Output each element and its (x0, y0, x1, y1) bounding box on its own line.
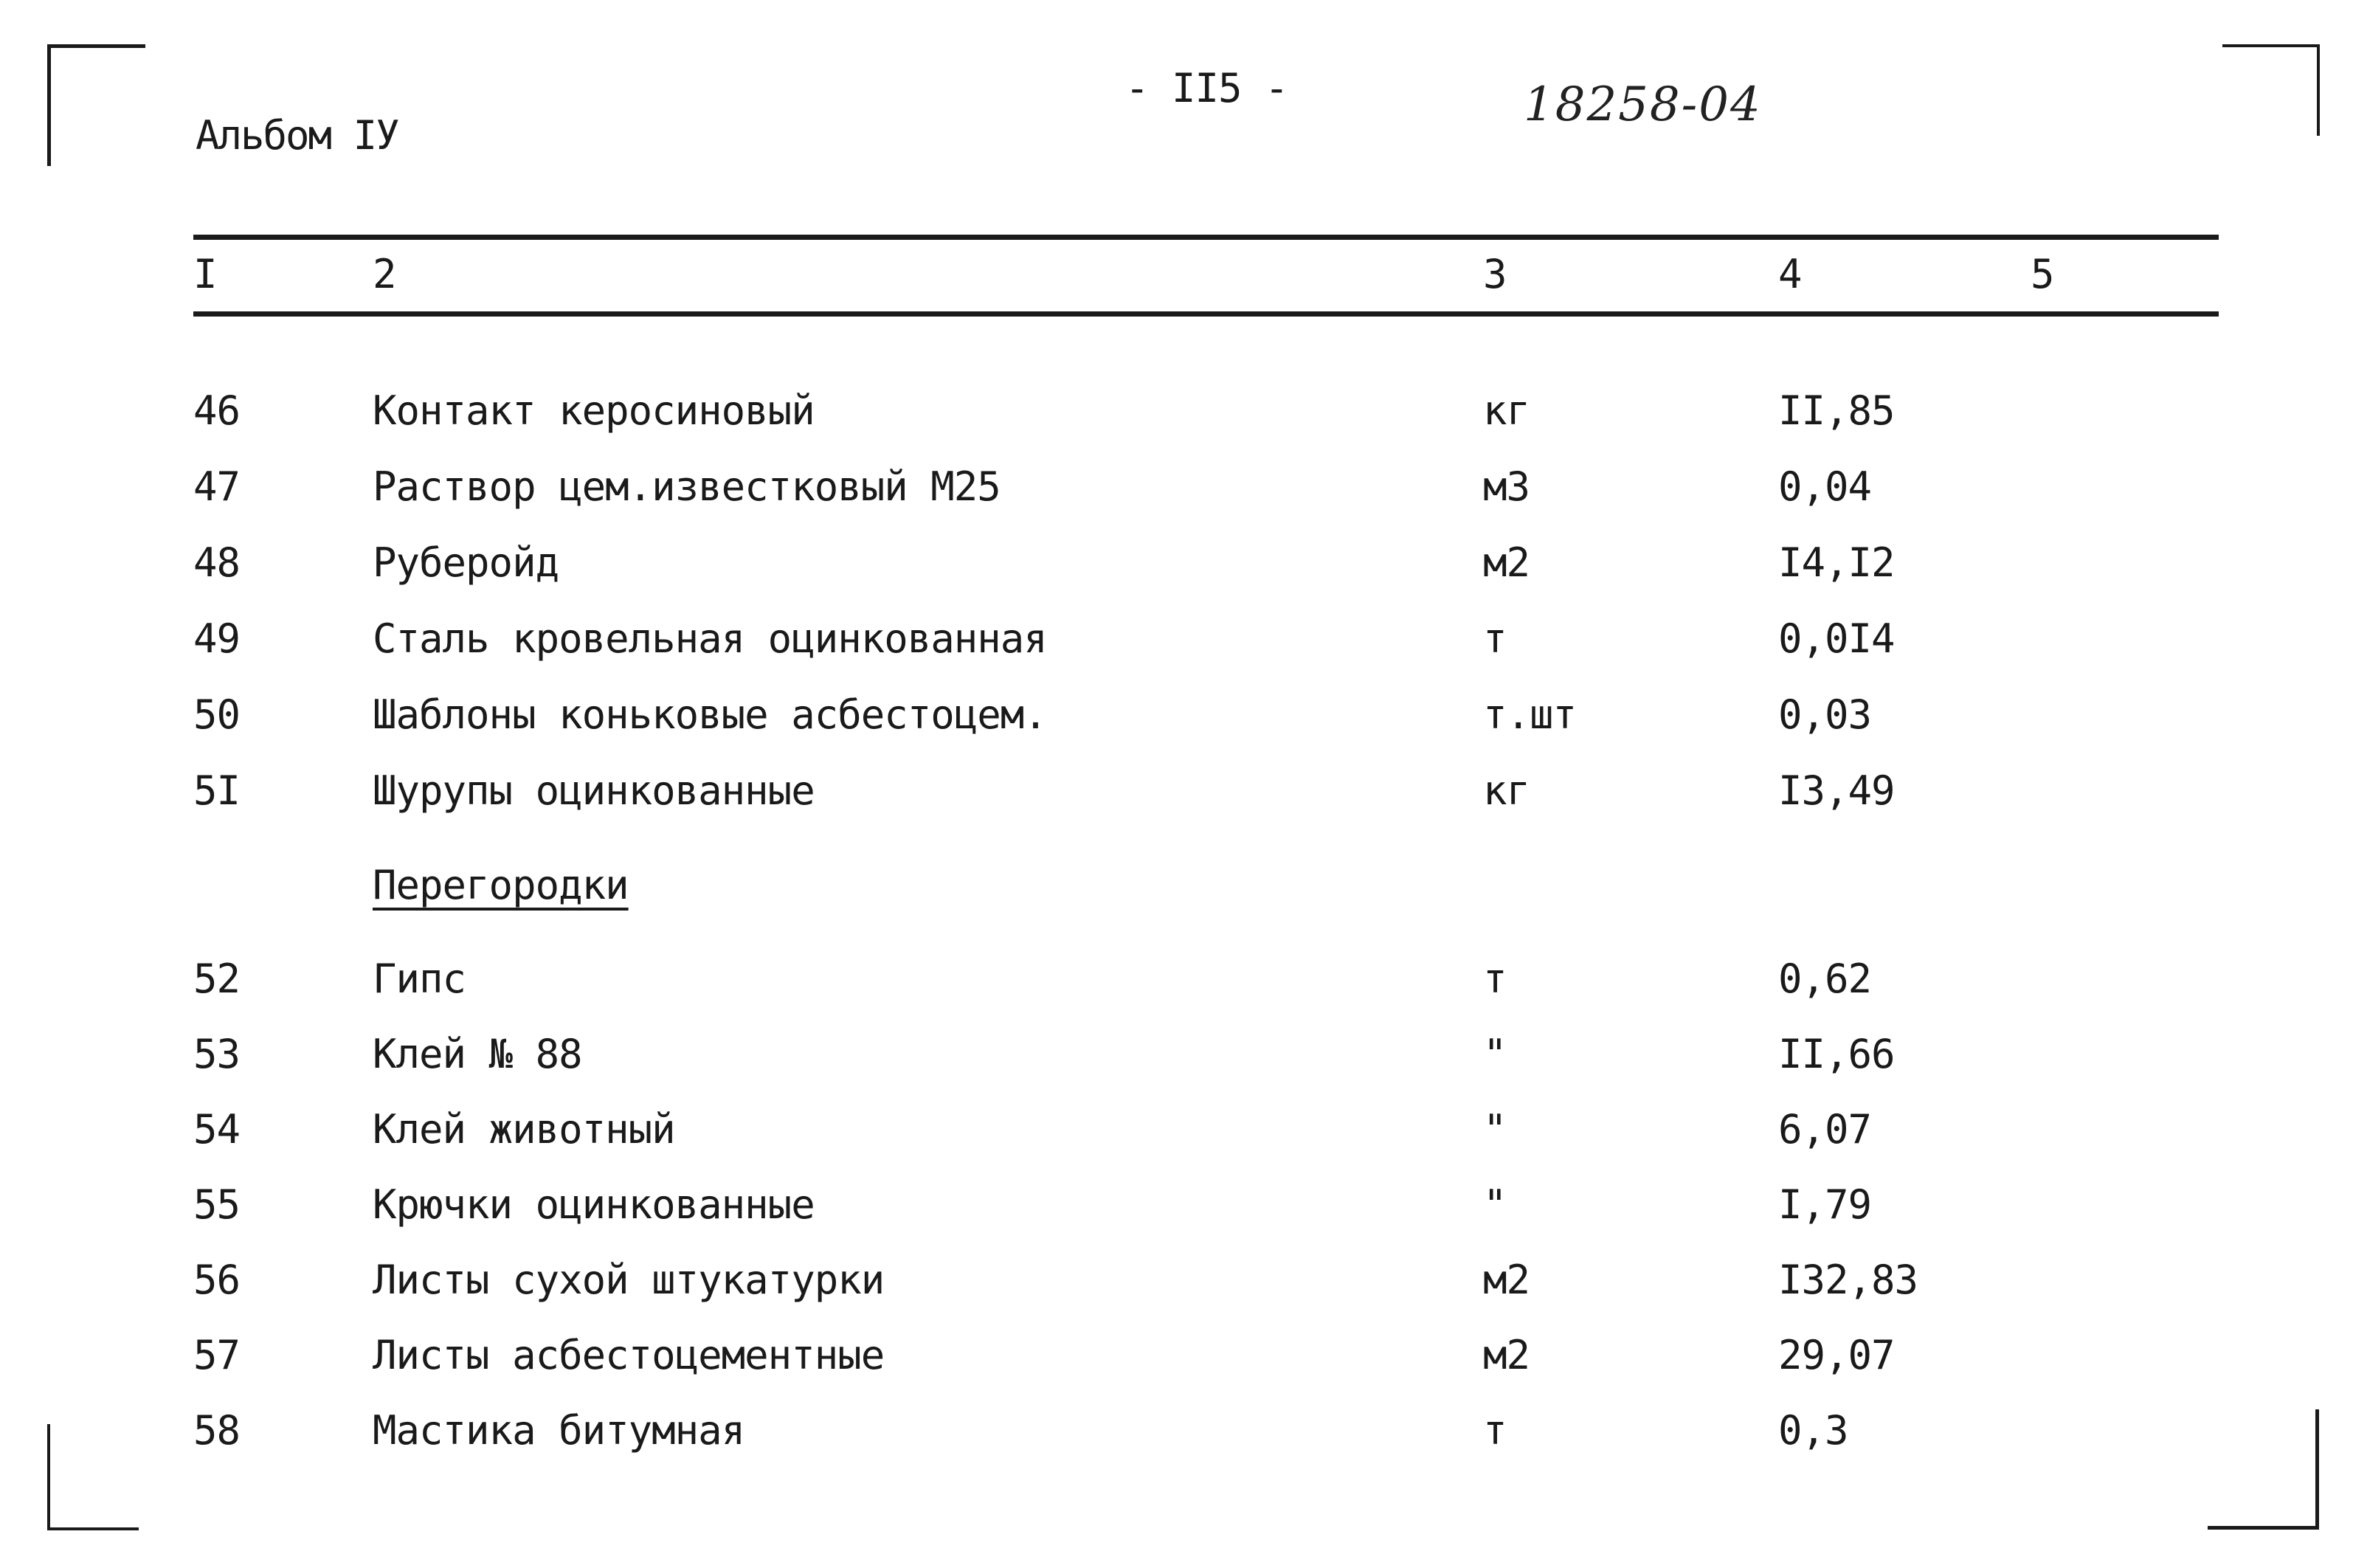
material-name: Листы асбестоцементные (373, 1332, 885, 1378)
table-row (0, 1031, 2353, 1082)
material-name: Раствор цем.известковый М25 (373, 463, 1001, 510)
quantity: I4,I2 (1778, 539, 1895, 586)
material-name: Листы сухой штукатурки (373, 1257, 885, 1303)
table-row (0, 1332, 2353, 1384)
quantity: 0,62 (1778, 956, 1872, 1002)
column-number-3: 3 (1483, 251, 1507, 297)
column-number-2: 2 (373, 251, 397, 297)
quantity: 0,0I4 (1778, 615, 1895, 662)
material-name: Руберойд (373, 539, 559, 586)
row-number: 55 (193, 1181, 241, 1228)
table-row (0, 463, 2353, 515)
unit: м2 (1483, 539, 1530, 586)
row-number: 47 (193, 463, 241, 510)
unit: т (1483, 1407, 1507, 1454)
corner-mark-top-left (47, 44, 145, 166)
table-row (0, 1257, 2353, 1308)
quantity: I3,49 (1778, 767, 1895, 814)
row-number: 50 (193, 691, 241, 738)
unit: кг (1483, 767, 1530, 814)
quantity: II,66 (1778, 1031, 1895, 1077)
quantity: II,85 (1778, 387, 1895, 434)
table-row (0, 615, 2353, 667)
material-name: Сталь кровельная оцинкованная (373, 615, 1047, 662)
material-name: Клей № 88 (373, 1031, 582, 1077)
material-name: Контакт керосиновый (373, 387, 815, 434)
table-header-bottom-rule (193, 311, 2219, 317)
column-number-1: I (193, 251, 218, 297)
row-number: 54 (193, 1106, 241, 1153)
table-row (0, 539, 2353, 591)
table-row (0, 1106, 2353, 1158)
page-number: - II5 - (1125, 65, 1288, 111)
unit: т.шт (1483, 691, 1577, 738)
row-number: 48 (193, 539, 241, 586)
unit: т (1483, 615, 1507, 662)
row-number: 52 (193, 956, 241, 1002)
material-name: Клей животный (373, 1106, 675, 1153)
quantity: I,79 (1778, 1181, 1872, 1228)
table-row (0, 1181, 2353, 1233)
handwritten-doc-code: 18258-04 (1524, 77, 1762, 132)
table-row (0, 767, 2353, 819)
section-title-partitions: Перегородки (373, 862, 629, 908)
column-number-5: 5 (2031, 251, 2055, 297)
unit: м2 (1483, 1257, 1530, 1303)
column-number-4: 4 (1778, 251, 1803, 297)
row-number: 53 (193, 1031, 241, 1077)
table-row (0, 691, 2353, 743)
row-number: 5I (193, 767, 241, 814)
unit: м3 (1483, 463, 1530, 510)
material-name: Гипс (373, 956, 466, 1002)
material-name: Крючки оцинкованные (373, 1181, 815, 1228)
unit: " (1483, 1106, 1507, 1153)
table-row (0, 956, 2353, 1007)
material-name: Мастика битумная (373, 1407, 745, 1454)
row-number: 58 (193, 1407, 241, 1454)
material-name: Шурупы оцинкованные (373, 767, 815, 814)
corner-mark-top-right (2222, 44, 2320, 136)
quantity: I32,83 (1778, 1257, 1918, 1303)
unit: м2 (1483, 1332, 1530, 1378)
row-number: 46 (193, 387, 241, 434)
quantity: 0,3 (1778, 1407, 1848, 1454)
row-number: 57 (193, 1332, 241, 1378)
quantity: 29,07 (1778, 1332, 1895, 1378)
material-name: Шаблоны коньковые асбестоцем. (373, 691, 1047, 738)
quantity: 0,03 (1778, 691, 1872, 738)
table-row (0, 387, 2353, 439)
table-top-rule (193, 235, 2219, 240)
row-number: 49 (193, 615, 241, 662)
table-row (0, 1407, 2353, 1459)
unit: кг (1483, 387, 1530, 434)
unit: " (1483, 1181, 1507, 1228)
quantity: 0,04 (1778, 463, 1872, 510)
unit: т (1483, 956, 1507, 1002)
quantity: 6,07 (1778, 1106, 1872, 1153)
row-number: 56 (193, 1257, 241, 1303)
album-label: Альбом IУ (196, 112, 398, 159)
unit: " (1483, 1031, 1507, 1077)
